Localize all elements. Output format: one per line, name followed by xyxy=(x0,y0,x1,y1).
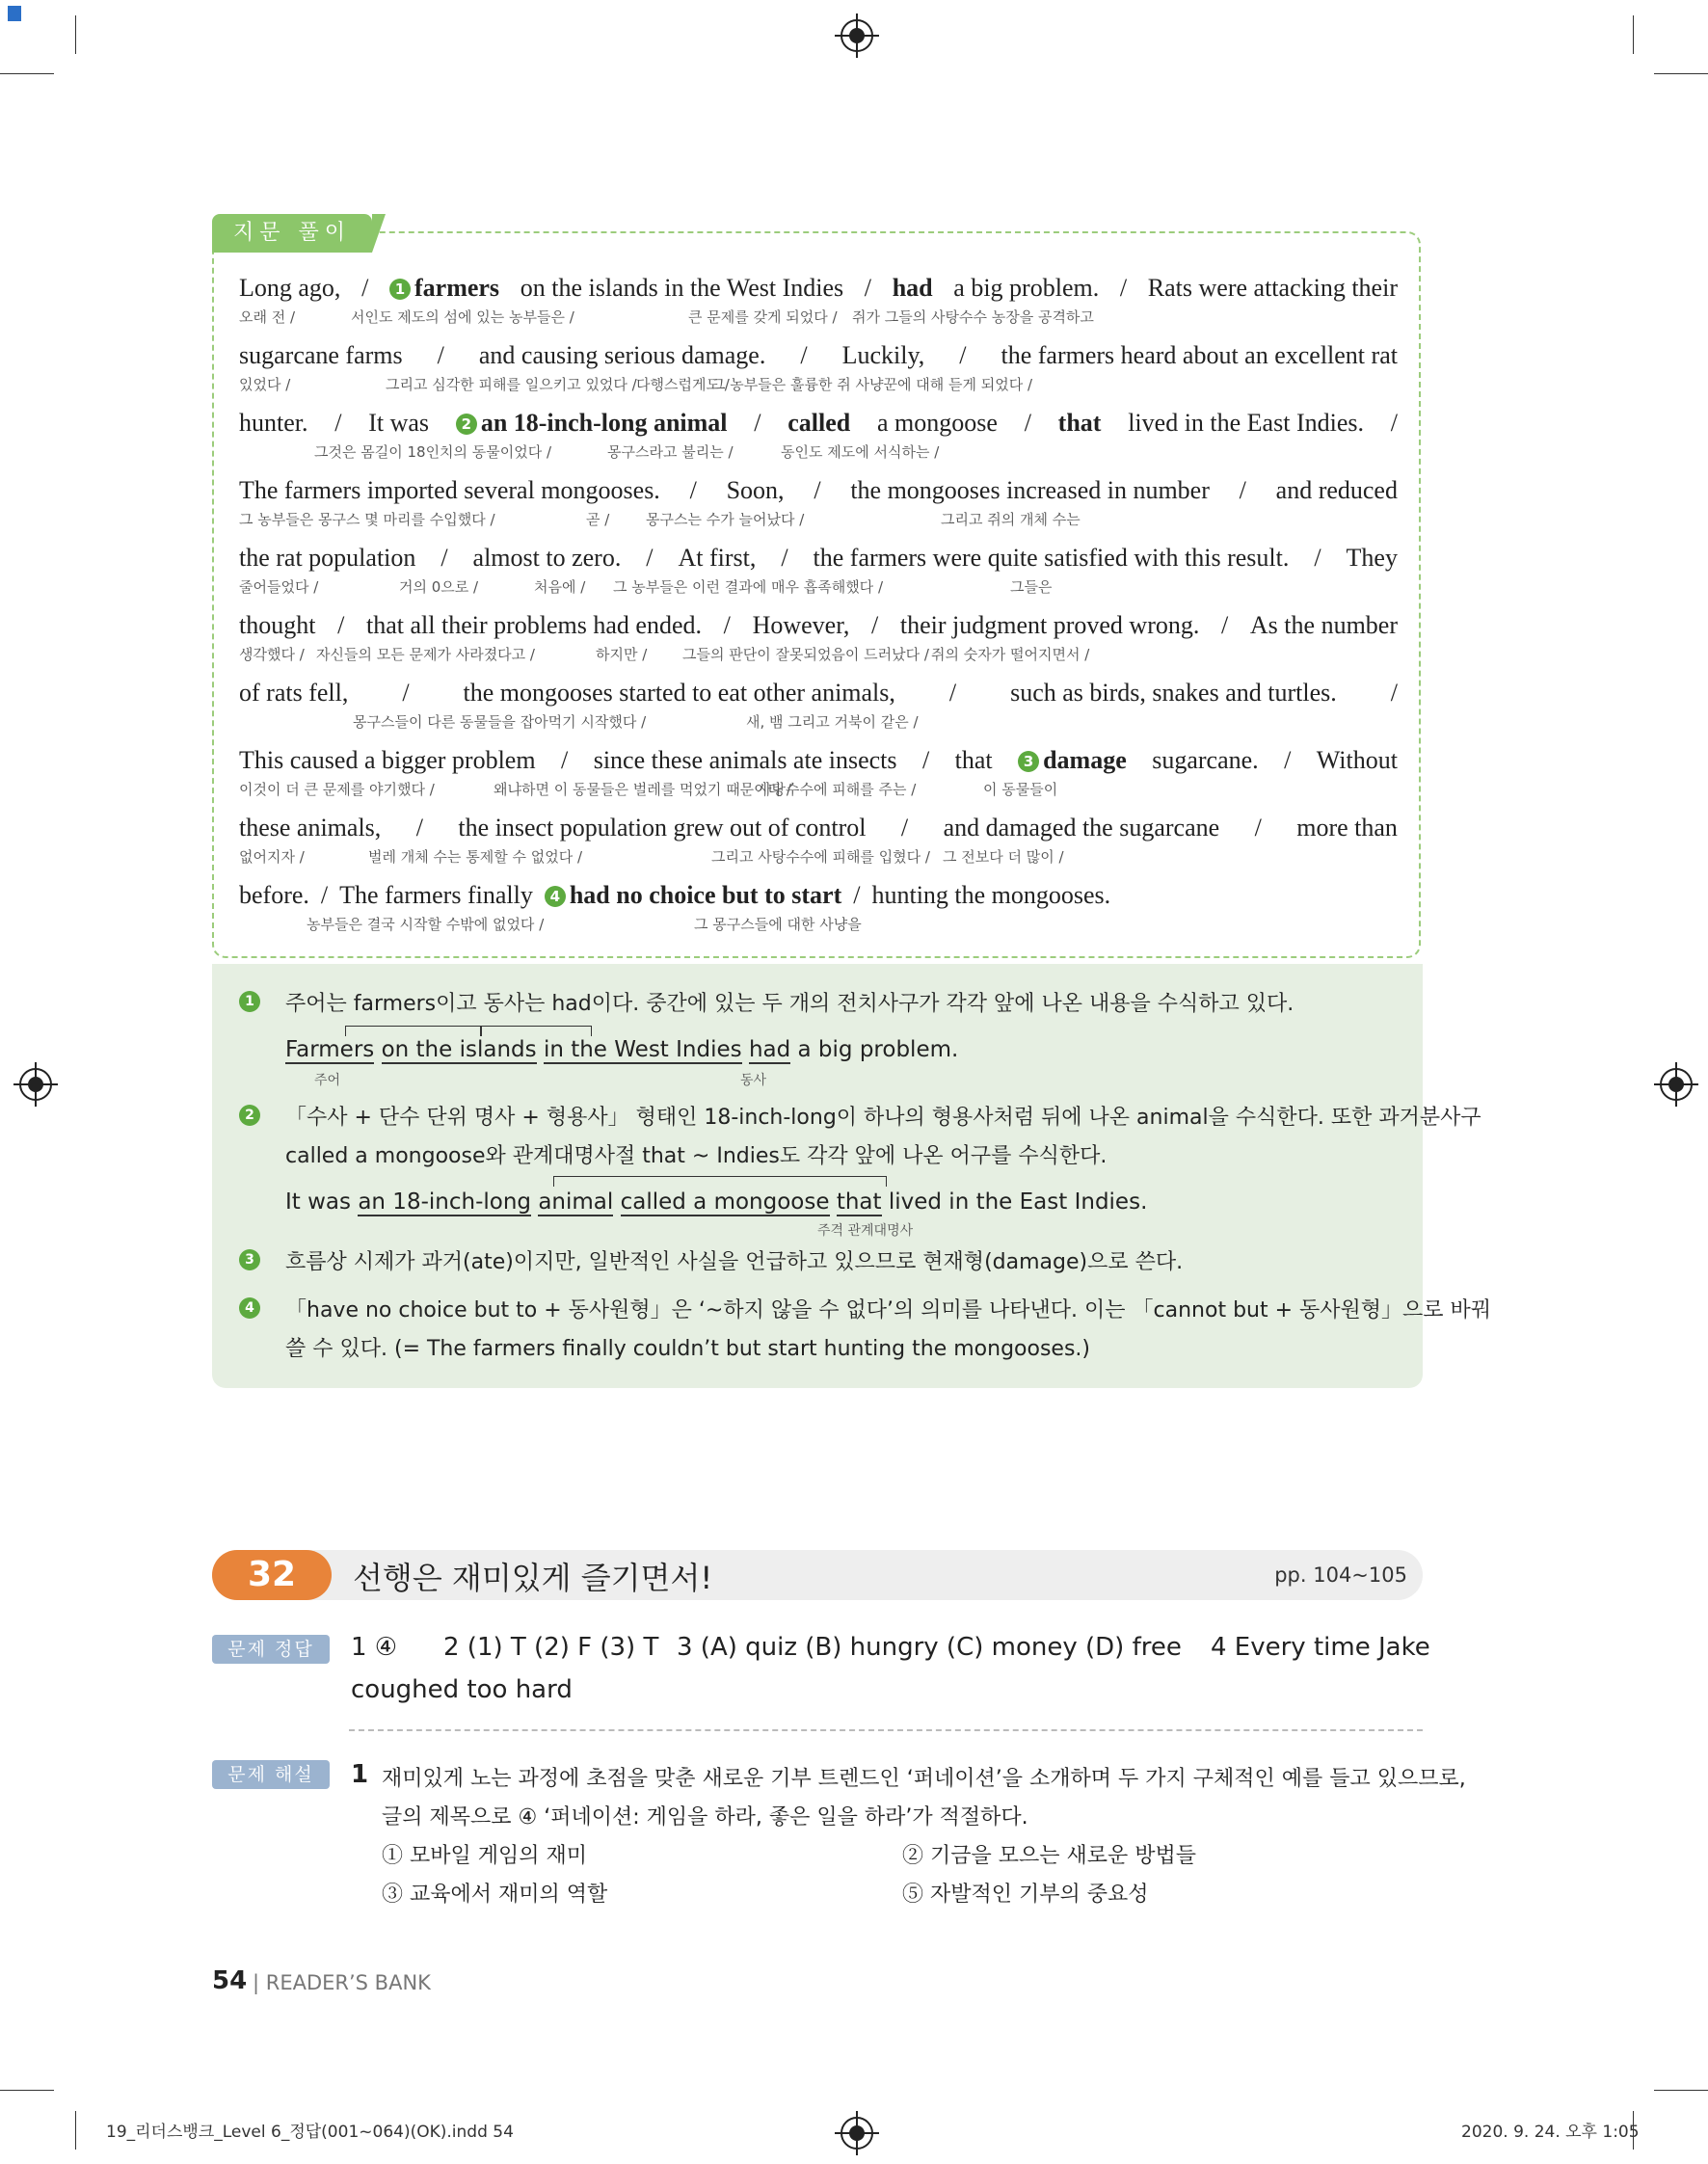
chunk xyxy=(239,476,660,505)
answer-label: 문제 정답 xyxy=(212,1635,330,1664)
note-2-text-line1: 「수사 + 단수 단위 명사 + 형용사」 형태인 18-inch-long이 하나의 형용사처럼 뒤에 나온 animal을 수식한다. 또한 과거분사구 xyxy=(285,1106,1481,1130)
phrase: / xyxy=(1390,679,1398,707)
korean-gloss: 사탕수수에 피해를 주는 / xyxy=(758,781,917,798)
phrase: / xyxy=(1284,746,1292,774)
chunk xyxy=(520,274,843,303)
passage-line xyxy=(239,611,1398,679)
chunk xyxy=(877,409,998,438)
phrase: / xyxy=(320,881,329,909)
chunk xyxy=(456,409,728,438)
korean-gloss: 그리고 사탕수수에 피해를 입혔다 / xyxy=(711,848,930,866)
korean-gloss: 그리고 심각한 피해를 일으키고 있었다 / xyxy=(386,376,637,393)
example-verb: had xyxy=(748,1037,791,1062)
chunk xyxy=(646,544,653,573)
chunk xyxy=(1296,814,1398,842)
english-text xyxy=(239,544,1398,573)
korean-gloss: 그 농부들은 훌륭한 쥐 사냥꾼에 대해 듣게 되었다 / xyxy=(711,376,1033,393)
option-2: ② 기금을 모으는 새로운 방법들 xyxy=(902,1844,1196,1868)
chunk xyxy=(754,409,761,438)
example-object: a big problem. xyxy=(797,1037,959,1062)
example-phrase: on the islands xyxy=(381,1037,537,1062)
registration-mark-icon xyxy=(841,2117,873,2150)
phrase: that xyxy=(954,746,993,774)
modifier-arrow xyxy=(480,1026,592,1036)
korean-gloss: 그리고 쥐의 개체 수는 xyxy=(941,511,1081,528)
korean-gloss: 이 동물들이 xyxy=(983,781,1058,798)
phrase: and causing serious damage. xyxy=(478,341,766,369)
chunk xyxy=(1317,746,1398,775)
phrase: the farmers were quite satisfied with this result. xyxy=(813,544,1290,572)
chunk xyxy=(239,611,315,640)
registration-mark-icon xyxy=(1660,1068,1693,1101)
chunk xyxy=(239,746,536,775)
chunk xyxy=(458,814,866,842)
option-5: ⑤ 자발적인 기부의 중요성 xyxy=(902,1883,1149,1907)
phrase: the mongooses increased in number xyxy=(850,476,1210,504)
korean-gloss: 그들은 xyxy=(1010,578,1053,596)
note-marker-icon: 4 xyxy=(545,886,566,907)
korean-gloss: 거의 0으로 / xyxy=(399,578,479,596)
phrase: Without xyxy=(1316,746,1398,774)
phrase: / xyxy=(1254,814,1262,842)
phrase: / xyxy=(959,341,967,369)
english-text xyxy=(239,679,1398,708)
chunk xyxy=(1018,746,1127,775)
crop-mark xyxy=(1654,2090,1708,2091)
corner-marker xyxy=(8,6,21,21)
crop-mark xyxy=(75,2111,76,2150)
chunk xyxy=(1001,341,1398,370)
modifier-arrow xyxy=(345,1026,482,1036)
example-relative: that xyxy=(836,1189,882,1215)
korean-gloss: 그것은 몸길이 18인치의 동물이었다 / xyxy=(314,443,552,461)
answer-3: 3 (A) quiz (B) hungry (C) money (D) free xyxy=(677,1633,1182,1662)
phrase: / xyxy=(1239,476,1246,504)
chunk xyxy=(594,746,897,775)
korean-gloss: 왜냐하면 이 동물들은 벌레를 먹었기 때문이다 / xyxy=(494,781,791,798)
chunk xyxy=(239,274,340,303)
chunk xyxy=(1255,814,1262,842)
chunk xyxy=(1058,409,1102,438)
phrase: of rats fell, xyxy=(239,679,349,707)
korean-gloss: 하지만 / xyxy=(596,646,648,663)
phrase: / xyxy=(870,611,879,639)
chunk xyxy=(787,409,850,438)
crop-mark xyxy=(1654,73,1708,74)
note-3-text: 흐름상 시제가 과거(ate)이지만, 일반적인 사실을 언급하고 있으므로 현재형(damage)으로 쓴다. xyxy=(285,1250,1184,1274)
example-phrase: called a mongoose xyxy=(620,1189,830,1215)
section-title: 선행은 재미있게 즐기면서! xyxy=(353,1560,713,1596)
chunk xyxy=(366,611,702,640)
english-text xyxy=(239,341,1398,370)
korean-gloss: 그 농부들은 이런 결과에 매우 흡족해했다 / xyxy=(613,578,883,596)
key-phrase: damage xyxy=(1043,746,1127,774)
phrase: thought xyxy=(239,611,316,639)
relative-label: 주격 관계대명사 xyxy=(817,1223,914,1239)
chunk xyxy=(416,814,423,842)
phrase: They xyxy=(1346,544,1398,572)
phrase: / xyxy=(361,274,369,302)
key-phrase: an 18-inch-long animal xyxy=(480,409,728,437)
passage-line xyxy=(239,881,1398,948)
chunk xyxy=(1148,274,1398,303)
phrase: The farmers imported several mongooses. xyxy=(239,476,660,504)
korean-gloss: 생각했다 / xyxy=(239,646,305,663)
chunk xyxy=(955,746,993,775)
key-phrase: farmers xyxy=(414,274,500,302)
explanation-line2: 글의 제목으로 ④ ‘퍼네이션: 게임을 하라, 좋은 일을 하라’가 적절하다. xyxy=(382,1805,1028,1830)
phrase: It was xyxy=(368,409,430,437)
phrase: the rat population xyxy=(239,544,416,572)
chunk xyxy=(361,274,368,303)
korean-gloss: 줄어들었다 / xyxy=(239,578,319,596)
phrase: Long ago, xyxy=(239,274,341,302)
korean-gloss: 동인도 제도에 서식하는 / xyxy=(781,443,940,461)
phrase: / xyxy=(781,544,788,572)
example-text: It was xyxy=(285,1189,352,1215)
chunk xyxy=(1391,679,1398,708)
section-number: 32 xyxy=(212,1550,332,1600)
phrase: such as birds, snakes and turtles. xyxy=(1010,679,1337,707)
chunk xyxy=(871,611,878,640)
phrase: / xyxy=(334,409,342,437)
chunk xyxy=(239,544,415,573)
phrase: / xyxy=(415,814,423,842)
phrase: a big problem. xyxy=(953,274,1100,302)
korean-gloss: 그 농부들은 몽구스 몇 마리를 수입했다 / xyxy=(239,511,495,528)
note-4-text-line1: 「have no choice but to + 동사원형」은 ‘~하지 않을 수 없다’의 의미를 나타낸다. 이는 「cannot but + 동사원형」으로 바꿔 xyxy=(285,1298,1492,1322)
chunk xyxy=(678,544,756,573)
phrase: / xyxy=(440,544,448,572)
phrase: / xyxy=(864,274,872,302)
phrase: their judgment proved wrong. xyxy=(899,611,1200,639)
phrase: that all their problems had ended. xyxy=(366,611,703,639)
chunk xyxy=(865,274,871,303)
chunk xyxy=(944,814,1220,842)
chunk xyxy=(239,814,381,842)
chunk xyxy=(1025,409,1031,438)
chunk xyxy=(339,881,533,910)
note-2-example xyxy=(285,1189,1147,1215)
english-text xyxy=(239,814,1398,842)
phrase: / xyxy=(1314,544,1321,572)
korean-gloss: 그 몽구스들에 대한 사냥을 xyxy=(694,916,862,933)
example-phrase: an 18-inch-long xyxy=(358,1189,532,1215)
chunk xyxy=(753,611,850,640)
english-text xyxy=(239,611,1398,640)
passage-line xyxy=(239,274,1398,341)
answer-2: 2 (1) T (2) F (3) T xyxy=(443,1633,659,1662)
slug-filename: 19_리더스뱅크_Level 6_정답(001~064)(OK).indd 54 xyxy=(106,2123,514,2142)
chunk xyxy=(1120,274,1127,303)
phrase: Soon, xyxy=(726,476,785,504)
phrase: / xyxy=(1119,274,1128,302)
chunk xyxy=(1152,746,1258,775)
chunk xyxy=(368,409,429,438)
page-number: 54 xyxy=(212,1966,248,1995)
chunk xyxy=(239,341,403,370)
english-text xyxy=(239,274,1398,303)
passage-line xyxy=(239,814,1398,881)
note-number-2-icon: 2 xyxy=(239,1105,260,1126)
subject-label: 주어 xyxy=(314,1073,341,1088)
key-phrase: had xyxy=(892,274,933,302)
chunk xyxy=(545,881,841,910)
phrase: and reduced xyxy=(1275,476,1398,504)
phrase: / xyxy=(337,611,345,639)
chunk xyxy=(900,611,1200,640)
chunk xyxy=(473,544,622,573)
phrase: the farmers heard about an excellent rat xyxy=(1001,341,1398,369)
english-text xyxy=(239,409,1398,438)
korean-gloss: 곧 / xyxy=(586,511,610,528)
korean-gloss: 이것이 더 큰 문제를 야기했다 / xyxy=(239,781,435,798)
phrase: and damaged the sugarcane xyxy=(943,814,1220,842)
chunk xyxy=(842,341,925,370)
phrase: Luckily, xyxy=(841,341,925,369)
key-phrase: called xyxy=(787,409,851,437)
phrase: / xyxy=(1221,611,1229,639)
korean-gloss: 몽구스들이 다른 동물들을 잡아먹기 시작했다 / xyxy=(353,713,647,731)
note-marker-icon: 2 xyxy=(456,414,477,435)
crop-mark xyxy=(75,15,76,54)
chunk xyxy=(1347,544,1398,573)
chunk xyxy=(949,679,956,708)
explanation-number: 1 xyxy=(351,1760,369,1789)
korean-gloss: 서인도 제도의 섬에 있는 농부들은 / xyxy=(351,308,574,326)
phrase: / xyxy=(402,679,410,707)
korean-gloss: 쥐의 숫자가 떨어지면서 / xyxy=(931,646,1090,663)
chunk xyxy=(239,409,308,438)
phrase: since these animals ate insects xyxy=(593,746,897,774)
phrase: / xyxy=(646,544,654,572)
note-number-3-icon: 3 xyxy=(239,1249,260,1270)
example-noun: animal xyxy=(538,1189,614,1215)
korean-gloss: 처음에 / xyxy=(534,578,586,596)
footer-brand: | READER’S BANK xyxy=(253,1971,431,1994)
chunk xyxy=(440,544,447,573)
option-1: ① 모바일 게임의 재미 xyxy=(382,1844,587,1868)
note-4-text-line2: 쓸 수 있다. (= The farmers finally couldn’t but start hunting the mongooses.) xyxy=(285,1337,1090,1361)
chunk xyxy=(959,341,966,370)
note-1-example xyxy=(285,1037,958,1062)
korean-gloss: 벌레 개체 수는 통제할 수 없었다 / xyxy=(368,848,583,866)
passage-line xyxy=(239,409,1398,476)
chunk xyxy=(814,544,1290,573)
registration-mark-icon xyxy=(841,19,873,52)
chunk xyxy=(239,679,348,708)
phrase: / xyxy=(853,881,861,909)
chunk xyxy=(1276,476,1398,505)
phrase: sugarcane farms xyxy=(239,341,403,369)
phrase: Rats were attacking their xyxy=(1147,274,1398,302)
phrase: At first, xyxy=(678,544,757,572)
phrase: sugarcane. xyxy=(1152,746,1259,774)
phrase: / xyxy=(723,611,731,639)
korean-gloss: 없어지자 / xyxy=(239,848,305,866)
example-phrase: in the West Indies xyxy=(543,1037,742,1062)
korean-gloss: 큰 문제를 갖게 되었다 / xyxy=(688,308,838,326)
chunk xyxy=(1128,409,1364,438)
phrase: / xyxy=(800,341,808,369)
chunk xyxy=(479,341,765,370)
crop-mark xyxy=(0,2090,54,2091)
chunk xyxy=(239,881,309,910)
answer-4: 4 Every time Jake xyxy=(1211,1633,1430,1662)
passage-line xyxy=(239,341,1398,409)
phrase: on the islands in the West Indies xyxy=(520,274,844,302)
explanation-label: 문제 해설 xyxy=(212,1760,330,1789)
option-3: ③ 교육에서 재미의 역할 xyxy=(382,1883,608,1907)
phrase: these animals, xyxy=(239,814,382,842)
chunk xyxy=(893,274,933,303)
phrase: before. xyxy=(239,881,309,909)
passage-line xyxy=(239,544,1398,611)
phrase: hunting the mongooses. xyxy=(871,881,1111,909)
example-text: lived in the East Indies. xyxy=(888,1189,1148,1215)
divider xyxy=(349,1729,1423,1731)
registration-mark-icon xyxy=(19,1068,52,1101)
english-text xyxy=(239,881,1398,910)
chunk xyxy=(727,476,785,505)
chunk xyxy=(781,544,787,573)
chunk xyxy=(800,341,807,370)
passage-line xyxy=(239,679,1398,746)
phrase: / xyxy=(754,409,761,437)
answer-4-continued: coughed too hard xyxy=(351,1675,573,1704)
note-marker-icon: 1 xyxy=(389,279,411,300)
phrase: / xyxy=(814,476,821,504)
chunk xyxy=(402,679,409,708)
chunk xyxy=(1314,544,1321,573)
phrase: As the number xyxy=(1249,611,1398,639)
explanation-line1: 재미있게 노는 과정에 초점을 맞춘 새로운 기부 트렌드인 ‘퍼네이션’을 소개하며 두 가지 구체적인 예를 들고 있으므로, xyxy=(382,1767,1466,1791)
phrase: / xyxy=(1024,409,1031,437)
phrase: / xyxy=(900,814,909,842)
note-marker-icon: 3 xyxy=(1018,751,1039,772)
chunk xyxy=(561,746,568,775)
chunk xyxy=(814,476,820,505)
chunk xyxy=(1284,746,1291,775)
chunk xyxy=(389,274,499,303)
chunk xyxy=(853,881,860,910)
crop-mark xyxy=(0,73,54,74)
english-text xyxy=(239,746,1398,775)
korean-gloss: 농부들은 결국 시작할 수밖에 없었다 / xyxy=(307,916,545,933)
note-number-1-icon: 1 xyxy=(239,991,260,1012)
note-number-4-icon: 4 xyxy=(239,1297,260,1319)
verb-label: 동사 xyxy=(740,1073,767,1088)
phrase: / xyxy=(689,476,697,504)
phrase: the mongooses started to eat other animals, xyxy=(463,679,895,707)
chunk xyxy=(690,476,697,505)
korean-gloss: 오래 전 / xyxy=(239,308,296,326)
slug-date: 2020. 9. 24. 오후 1:05 xyxy=(1461,2123,1640,2142)
passage-line xyxy=(239,476,1398,544)
phrase: / xyxy=(1390,409,1398,437)
chunk xyxy=(871,881,1110,910)
korean-gloss: 몽구스는 수가 늘어났다 / xyxy=(646,511,805,528)
answer-1: 1 ④ xyxy=(351,1633,398,1662)
passage-tag: 지문 풀이 xyxy=(212,214,372,253)
chunk xyxy=(438,341,444,370)
phrase: / xyxy=(561,746,569,774)
korean-gloss: 그 전보다 더 많이 / xyxy=(943,848,1064,866)
korean-gloss: 새, 뱀 그리고 거북이 같은 / xyxy=(746,713,919,731)
chunk xyxy=(1391,409,1398,438)
modifier-arrow xyxy=(553,1176,887,1187)
korean-gloss: 다행스럽게도 / xyxy=(636,376,730,393)
phrase: the insect population grew out of control xyxy=(458,814,867,842)
phrase: lived in the East Indies. xyxy=(1128,409,1364,437)
chunk xyxy=(464,679,895,708)
korean-gloss: 있었다 / xyxy=(239,376,291,393)
chunk xyxy=(724,611,731,640)
phrase: / xyxy=(921,746,930,774)
chunk xyxy=(1221,611,1228,640)
chunk xyxy=(337,611,344,640)
section-pages: pp. 104~105 xyxy=(1274,1563,1407,1587)
chunk xyxy=(321,881,328,910)
phrase: a mongoose xyxy=(877,409,998,437)
korean-gloss: 자신들의 모든 문제가 사라졌다고 / xyxy=(316,646,535,663)
phrase: almost to zero. xyxy=(472,544,622,572)
chunk xyxy=(1010,679,1337,708)
chunk xyxy=(850,476,1210,505)
korean-gloss: 쥐가 그들의 사탕수수 농장을 공격하고 xyxy=(852,308,1094,326)
passage-line xyxy=(239,746,1398,814)
korean-gloss: 그들의 판단이 잘못되었음이 드러났다 / xyxy=(682,646,929,663)
example-subject: Farmers xyxy=(285,1037,375,1062)
chunk xyxy=(1240,476,1246,505)
phrase: more than xyxy=(1296,814,1398,842)
chunk xyxy=(901,814,908,842)
chunk xyxy=(334,409,341,438)
chunk xyxy=(1250,611,1398,640)
key-phrase: that xyxy=(1057,409,1102,437)
phrase: This caused a bigger problem xyxy=(239,746,536,774)
chunk xyxy=(922,746,929,775)
crop-mark xyxy=(1633,15,1634,54)
phrase: However, xyxy=(752,611,850,639)
korean-gloss: 몽구스라고 불리는 / xyxy=(607,443,734,461)
phrase: The farmers finally xyxy=(339,881,533,909)
note-2-text-line2: called a mongoose와 관계대명사절 that ~ Indies도 각각 앞에 나온 어구를 수식한다. xyxy=(285,1144,1108,1168)
phrase: / xyxy=(437,341,444,369)
phrase: hunter. xyxy=(239,409,308,437)
key-phrase: had no choice but to start xyxy=(569,881,842,909)
phrase: / xyxy=(948,679,957,707)
chunk xyxy=(953,274,1099,303)
note-1-text: 주어는 farmers이고 동사는 had이다. 중간에 있는 두 개의 전치사구가 각각 앞에 나온 내용을 수식하고 있다. xyxy=(285,992,1294,1016)
english-text xyxy=(239,476,1398,505)
